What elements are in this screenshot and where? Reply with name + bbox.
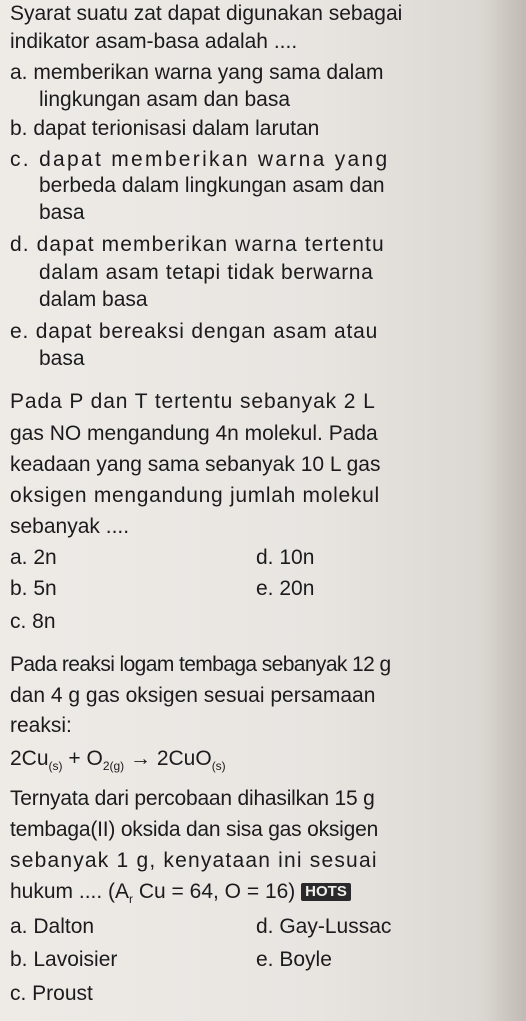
q3-stem2-line-3: sebanyak 1 g, kenyataan ini sesuai: [10, 849, 378, 872]
q3-option-e: e. Boyle: [256, 948, 332, 971]
q1-stem-line-2: indikator asam-basa adalah ....: [10, 30, 298, 53]
q1-option-c-line-3: basa: [39, 201, 85, 224]
equation-sub-cu: (s): [48, 759, 63, 774]
q1-option-c-line-1: c. dapat memberikan warna yang: [10, 148, 390, 171]
q2-option-a: a. 2n: [10, 546, 57, 569]
q2-option-c: c. 8n: [10, 610, 56, 633]
hots-badge: HOTS: [301, 883, 351, 901]
page-edge-shadow: [486, 0, 526, 1021]
q2-stem-line-5: sebanyak ....: [10, 515, 130, 538]
equation-sub-cuo: (s): [211, 759, 226, 774]
q2-option-b: b. 5n: [10, 577, 57, 600]
q1-option-a-line-1: a. memberikan warna yang sama dalam: [10, 61, 384, 84]
equation-sub-o2: 2(g): [102, 759, 125, 774]
q1-option-d-line-3: dalam basa: [39, 288, 148, 311]
equation-arrow: →: [124, 747, 157, 770]
q3-option-a: a. Dalton: [10, 915, 95, 938]
q2-stem-line-4: oksigen mengandung jumlah molekul: [10, 484, 380, 507]
q1-option-d-line-1: d. dapat memberikan warna tertentu: [10, 233, 385, 256]
q3-stem-line-1: Pada reaksi logam tembaga sebanyak 12 g: [10, 653, 391, 676]
q2-option-e: e. 20n: [256, 577, 315, 600]
q1-option-b: b. dapat terionisasi dalam larutan: [10, 117, 320, 140]
q2-stem-line-2: gas NO mengandung 4n molekul. Pada: [10, 422, 378, 445]
equation-product-cuo: 2CuO: [156, 747, 212, 770]
q3-option-d: d. Gay-Lussac: [256, 915, 392, 938]
q3-stem2-line-1: Ternyata dari percobaan dihasilkan 15 g: [10, 787, 375, 810]
q1-stem-line-1: Syarat suatu zat dapat digunakan sebagai: [10, 2, 403, 25]
q3-equation: [10, 747, 226, 778]
q2-stem-line-3: keadaan yang sama sebanyak 10 L gas: [10, 453, 381, 476]
q1-option-a-line-2: lingkungan asam dan basa: [39, 88, 291, 111]
q1-option-e-line-1: e. dapat bereaksi dengan asam atau: [10, 320, 379, 343]
q3-stem-line-2: dan 4 g gas oksigen sesuai persamaan: [10, 684, 376, 707]
q1-option-c-line-2: berbeda dalam lingkungan asam dan: [39, 174, 385, 197]
q1-option-e-line-2: basa: [39, 347, 85, 370]
equation-reactant-cu: 2Cu: [10, 747, 49, 770]
q3-stem-line-3: reaksi:: [10, 714, 72, 737]
q3-option-c: c. Proust: [10, 982, 93, 1005]
q3-last-line-sub: r: [129, 892, 134, 907]
q3-last-line: [10, 880, 351, 911]
q2-option-d: d. 10n: [256, 546, 315, 569]
q3-last-line-rest: Cu = 64, O = 16): [133, 880, 296, 903]
equation-reactant-o2: + O: [62, 747, 103, 770]
q3-last-line-text: hukum .... (A: [10, 880, 130, 903]
q1-option-d-line-2: dalam asam tetapi tidak berwarna: [39, 261, 374, 284]
q3-option-b: b. Lavoisier: [10, 948, 118, 971]
q3-stem2-line-2: tembaga(II) oksida dan sisa gas oksigen: [10, 818, 379, 841]
q2-stem-line-1: Pada P dan T tertentu sebanyak 2 L: [10, 390, 376, 413]
